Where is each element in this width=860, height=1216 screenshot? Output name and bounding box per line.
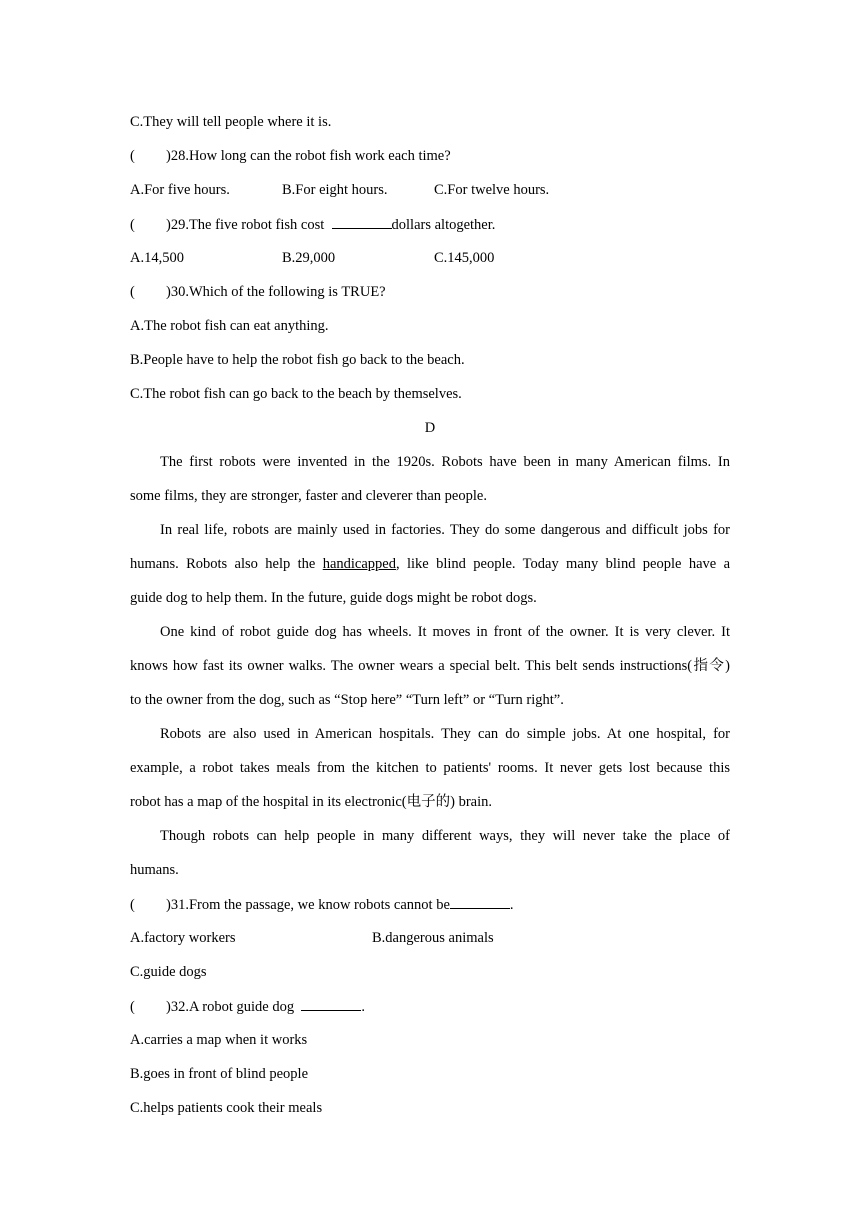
text: humans. Robots also help the [130, 556, 316, 572]
q28-stem [130, 146, 730, 166]
option-c: C.For twelve hours. [434, 182, 550, 198]
paragraph-5-line-2: humans. [130, 862, 179, 878]
answer-paren[interactable]: ( [130, 284, 135, 300]
paragraph-1-line-1: The first robots were invented in the 1920s. Robots have been in many American films. In [160, 454, 730, 470]
question-text: )31.From the passage, we know robots cannot be [166, 897, 450, 913]
q30-option-a: A.The robot fish can eat anything. [130, 318, 329, 334]
q28-options [130, 180, 730, 200]
option-a: A.14,500 [130, 250, 184, 266]
option-b: B.For eight hours. [282, 182, 388, 198]
paragraph-2-line-1: In real life, robots are mainly used in factories. They do some dangerous and difficult jobs for [160, 522, 730, 538]
q29-stem [130, 214, 730, 235]
q31-options-ab [130, 928, 730, 948]
answer-paren[interactable]: ( [130, 999, 135, 1015]
question-text: )30.Which of the following is TRUE? [166, 284, 386, 300]
question-text: )28.How long can the robot fish work each time? [166, 148, 451, 164]
q31-option-c: C.guide dogs [130, 964, 207, 980]
q27-option-c: C.They will tell people where it is. [130, 114, 332, 130]
option-b: B.29,000 [282, 250, 336, 266]
paragraph-2-line-2 [130, 554, 730, 574]
answer-blank[interactable] [332, 214, 392, 229]
paragraph-4-line-3: robot has a map of the hospital in its electronic(电子的) brain. [130, 794, 493, 810]
paragraph-2-line-3: guide dog to help them. In the future, guide dogs might be robot dogs. [130, 590, 537, 606]
option-a: A.factory workers [130, 930, 236, 946]
paragraph-4-line-2: example, a robot takes meals from the kitchen to patients' rooms. It never gets lost because this [130, 760, 730, 776]
q30-option-c: C.The robot fish can go back to the beach by themselves. [130, 386, 462, 402]
answer-paren[interactable]: ( [130, 217, 135, 233]
paragraph-3-line-3: to the owner from the dog, such as “Stop here” “Turn left” or “Turn right”. [130, 692, 564, 708]
q32-stem [130, 996, 730, 1017]
q32-option-b: B.goes in front of blind people [130, 1066, 309, 1082]
underlined-word: handicapped [322, 556, 396, 572]
paragraph-3-line-2: knows how fast its owner walks. The owner wears a special belt. This belt sends instructions(指令) [130, 658, 730, 674]
question-text-end: dollars altogether. [391, 217, 496, 233]
answer-paren[interactable]: ( [130, 897, 135, 913]
q32-option-c: C.helps patients cook their meals [130, 1100, 323, 1116]
paragraph-3-line-1: One kind of robot guide dog has wheels. It moves in front of the owner. It is very clever. It [160, 624, 730, 640]
option-c: C.145,000 [434, 250, 495, 266]
answer-paren[interactable]: ( [130, 148, 135, 164]
text: , like blind people. Today many blind people have a [396, 556, 731, 572]
question-text-end: . [361, 999, 365, 1015]
option-a: A.For five hours. [130, 182, 230, 198]
q31-stem [130, 894, 730, 915]
paragraph-4-line-1: Robots are also used in American hospitals. They can do simple jobs. At one hospital, for [160, 726, 730, 742]
question-text: )29.The five robot fish cost [166, 217, 325, 233]
q30-option-b: B.People have to help the robot fish go back to the beach. [130, 352, 465, 368]
q30-stem [130, 282, 730, 302]
q32-option-a: A.carries a map when it works [130, 1032, 308, 1048]
option-b: B.dangerous animals [372, 930, 494, 946]
paragraph-1-line-2: some films, they are stronger, faster and cleverer than people. [130, 488, 487, 504]
paragraph-5-line-1: Though robots can help people in many different ways, they will never take the place of [160, 828, 730, 844]
question-text-end: . [509, 897, 514, 913]
q29-options [130, 248, 730, 268]
answer-blank[interactable] [301, 996, 361, 1011]
answer-blank[interactable] [450, 894, 510, 909]
question-text: )32.A robot guide dog [166, 999, 295, 1015]
section-heading-d: D [424, 420, 436, 436]
